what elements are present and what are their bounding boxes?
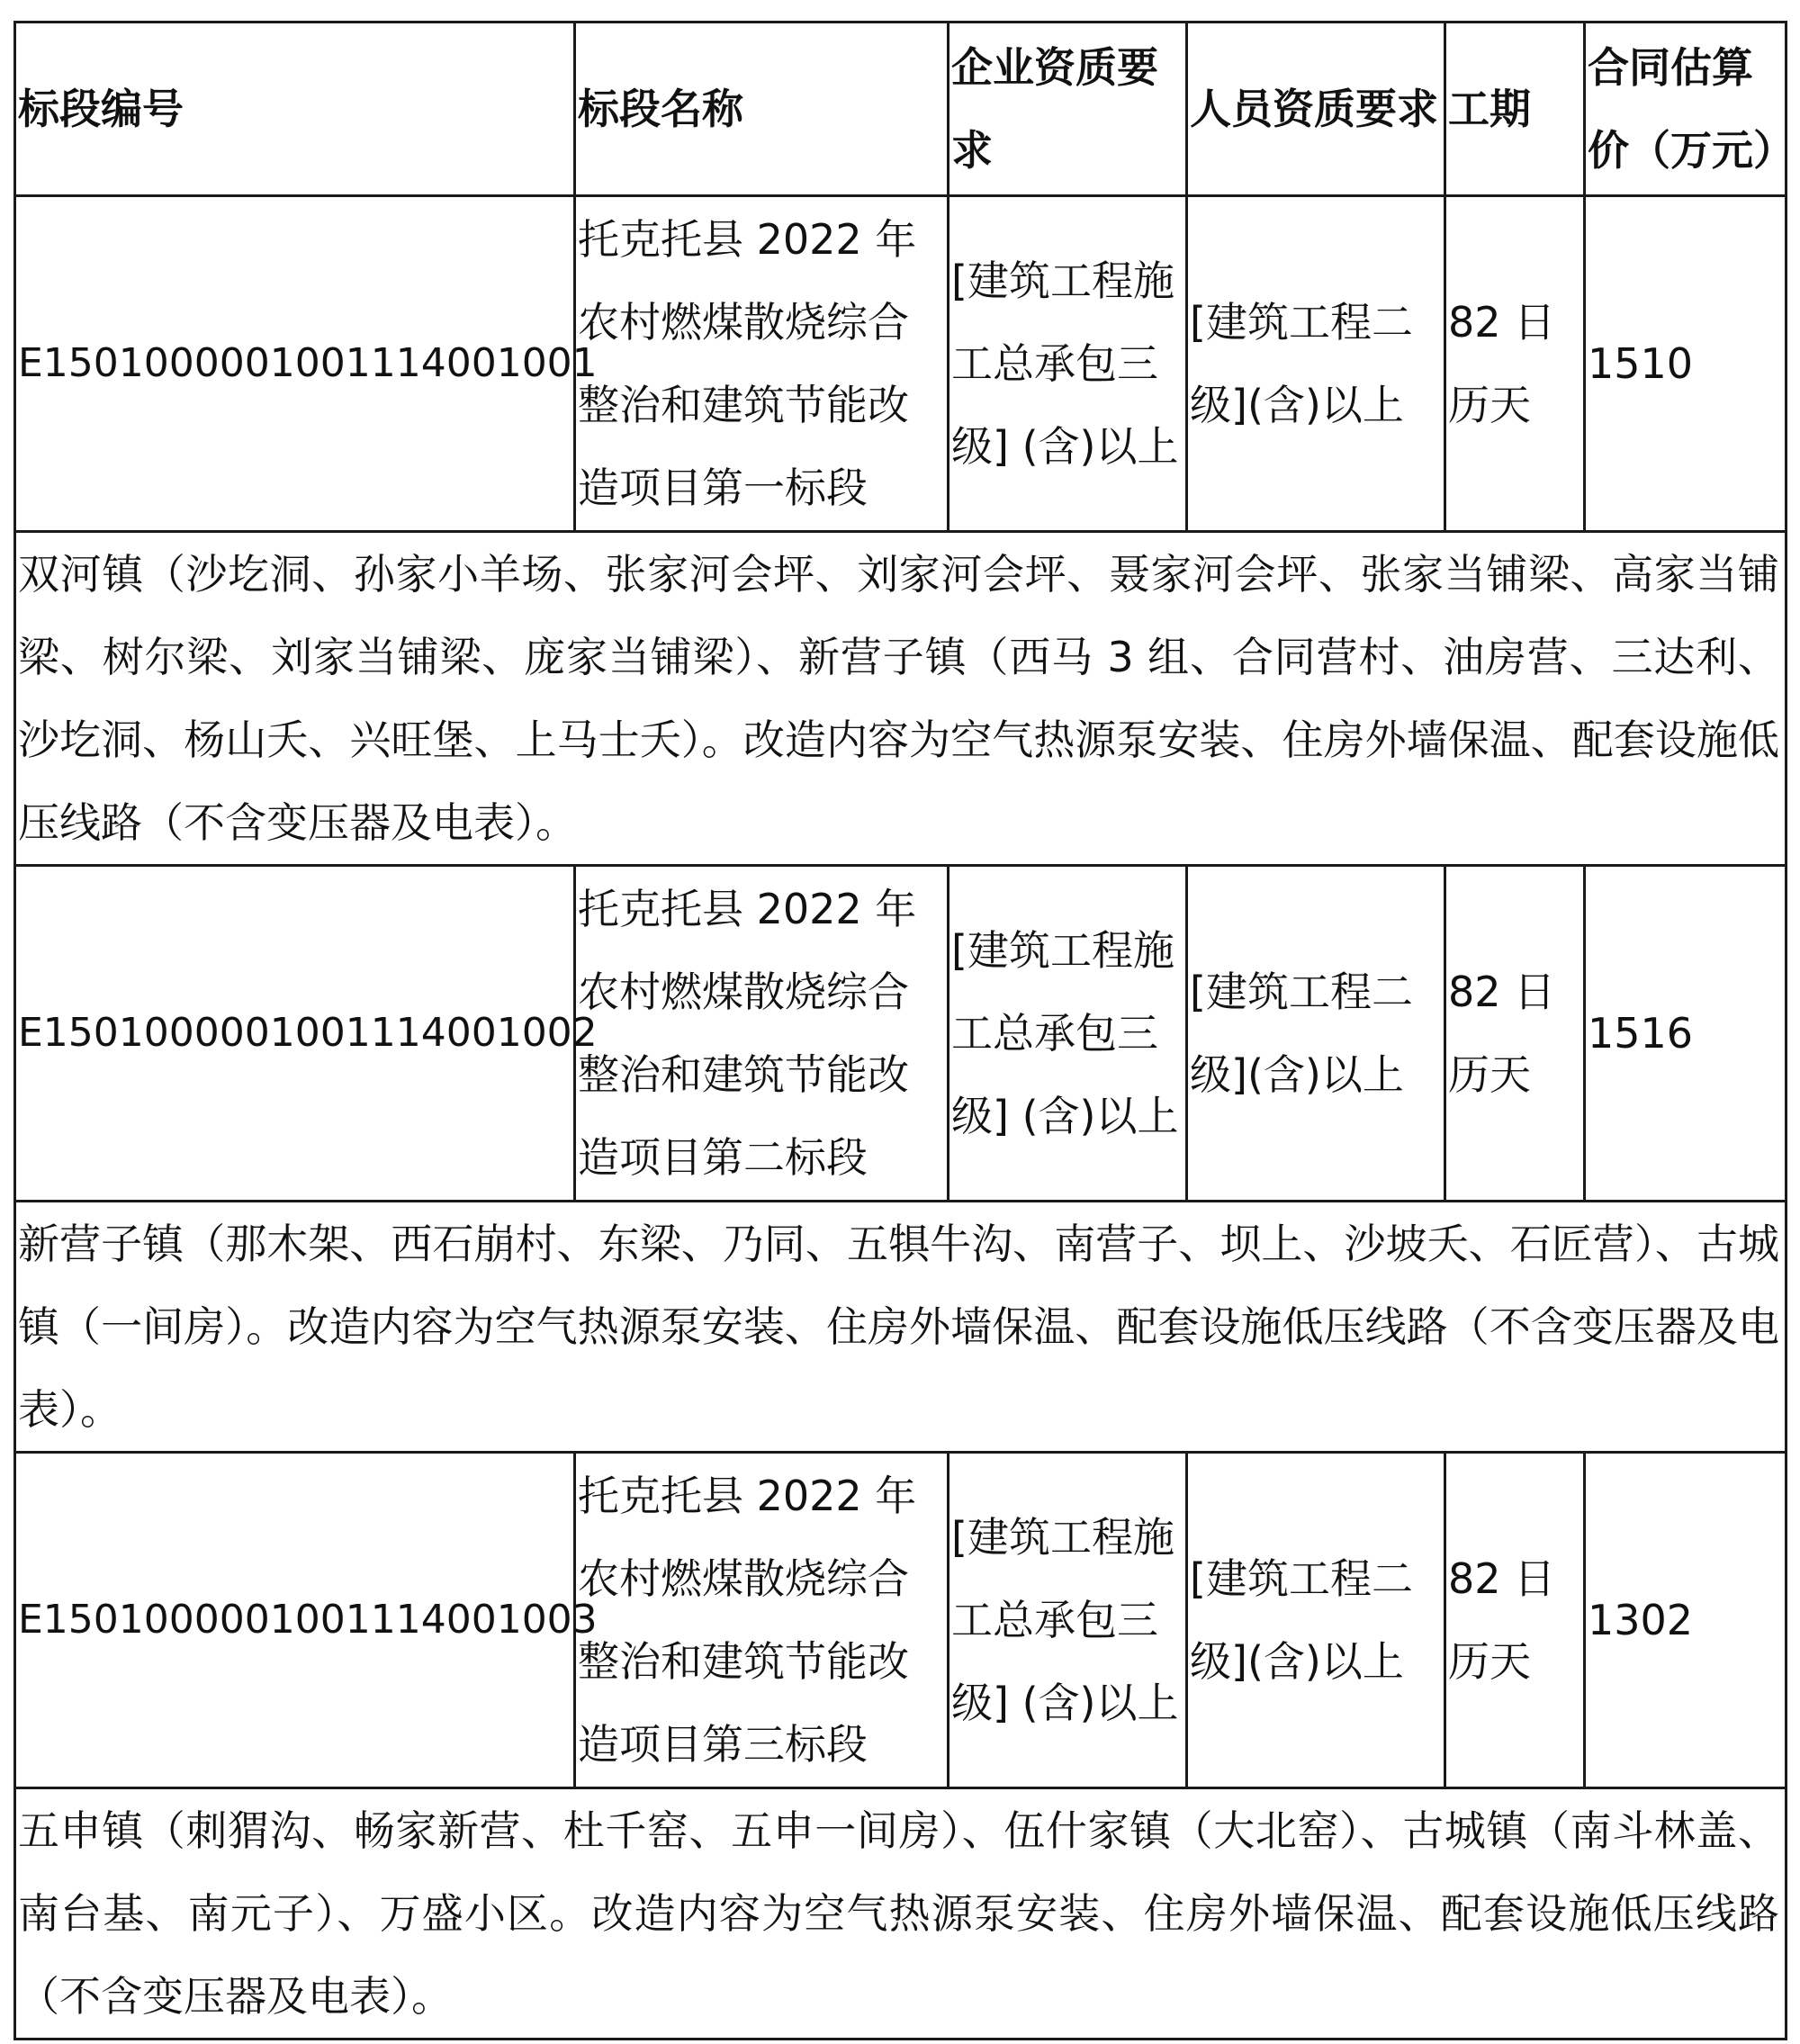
description-row: [15, 532, 1786, 866]
staff-qualification-cell: [建筑工程二级](含)以上: [1187, 866, 1445, 1202]
price-cell: 1302: [1585, 1453, 1786, 1788]
bid-sections-table: [14, 21, 1795, 2040]
header-period: 工期: [1445, 23, 1585, 196]
period-cell: 82 日历天: [1445, 196, 1585, 532]
header-row: [15, 23, 1786, 196]
header-company-qualification: 企业资质要求: [949, 23, 1187, 196]
table-row: [15, 1453, 1786, 1788]
header-bid-name: 标段名称: [575, 23, 949, 196]
period-cell: 82 日历天: [1445, 1453, 1585, 1788]
price-cell: 1510: [1585, 196, 1786, 532]
table-row: [15, 196, 1786, 532]
bid-description: 新营子镇（那木架、西石崩村、东梁、乃同、五犋牛沟、南营子、坝上、沙坡夭、石匠营）、古城镇（一间房）。改造内容为空气热源泵安装、住房外墙保温、配套设施低压线路（不含变压器及电表）。: [18, 1220, 1779, 1434]
header-bid-code: 标段编号: [15, 23, 575, 196]
bid-description-cell: [15, 532, 1786, 866]
bid-name-cell: 托克托县 2022 年农村燃煤散烧综合整治和建筑节能改造项目第二标段: [575, 866, 949, 1202]
period-cell: 82 日历天: [1445, 866, 1585, 1202]
header-estimated-price: 合同估算价（万元）: [1585, 23, 1786, 196]
bid-name-cell: 托克托县 2022 年农村燃煤散烧综合整治和建筑节能改造项目第一标段: [575, 196, 949, 532]
bid-code-cell: E1501000001001114001001: [15, 196, 575, 532]
bid-description-cell: [15, 1202, 1786, 1453]
bid-description: 五申镇（刺猬沟、畅家新营、杜千窑、五申一间房）、伍什家镇（大北窑）、古城镇（南斗林盖、南台基、南元子）、万盛小区。改造内容为空气热源泵安装、住房外墙保温、配套设施低压线路（不含变压器及电表）。: [18, 1806, 1779, 2021]
bid-name-cell: 托克托县 2022 年农村燃煤散烧综合整治和建筑节能改造项目第三标段: [575, 1453, 949, 1788]
bid-description-cell: [15, 1788, 1786, 2039]
description-row: [15, 1202, 1786, 1453]
bid-code-cell: E1501000001001114001003: [15, 1453, 575, 1788]
company-qualification-cell: [建筑工程施工总承包三级] (含)以上: [949, 196, 1187, 532]
header-staff-qualification: 人员资质要求: [1187, 23, 1445, 196]
staff-qualification-cell: [建筑工程二级](含)以上: [1187, 196, 1445, 532]
company-qualification-cell: [建筑工程施工总承包三级] (含)以上: [949, 866, 1187, 1202]
bid-code-cell: E1501000001001114001002: [15, 866, 575, 1202]
staff-qualification-cell: [建筑工程二级](含)以上: [1187, 1453, 1445, 1788]
table-row: [15, 866, 1786, 1202]
description-row: [15, 1788, 1786, 2039]
company-qualification-cell: [建筑工程施工总承包三级] (含)以上: [949, 1453, 1187, 1788]
price-cell: 1516: [1585, 866, 1786, 1202]
bid-description: 双河镇（沙圪洞、孙家小羊场、张家河会坪、刘家河会坪、聂家河会坪、张家当铺梁、高家当铺梁、树尔梁、刘家当铺梁、庞家当铺梁）、新营子镇（西马 3 组、合同营村、油房营、三达利、沙圪洞、杨山夭、兴旺堡、上马士夭）。改造内容为空气热源泵安装、住房外墙保温、配套设施低压线路（不含变压器及电表）。: [18, 550, 1779, 847]
